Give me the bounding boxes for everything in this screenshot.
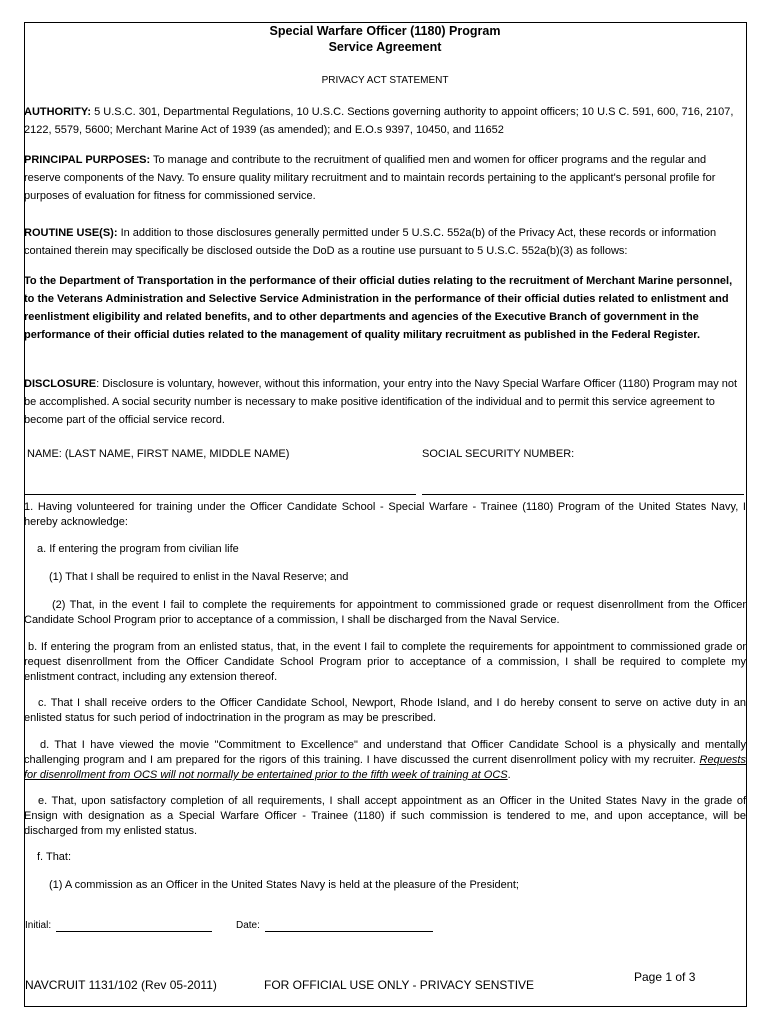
initial-label: Initial: <box>25 920 52 931</box>
date-input-line[interactable] <box>265 931 433 932</box>
form-number: NAVCRUIT 1131/102 (Rev 05-2011) <box>25 978 217 992</box>
page-number: Page 1 of 3 <box>634 970 696 984</box>
authority-label: AUTHORITY: <box>24 106 92 118</box>
disclosure-label: DISCLOSURE <box>24 378 97 390</box>
item-d-emphasis: Requests for disenrollment from OCS will not normally be entertained prior to the fifth week of training at OCS <box>24 754 746 781</box>
item-1-text: 1. Having volunteered for training under the Officer Candidate School - Special Warfare - Trainee (1180) Program of the United States Navy, I hereby acknowledge: <box>24 501 746 528</box>
item-f1-text: (1) A commission as an Officer in the United States Navy is held at the pleasure of the President; <box>49 879 519 891</box>
authority-paragraph <box>24 103 740 139</box>
disclosure-paragraph <box>24 375 740 429</box>
item-a1-text: (1) That I shall be required to enlist in the Naval Reserve; and <box>49 571 349 583</box>
purposes-label: PRINCIPAL PURPOSES: <box>24 154 151 166</box>
date-label: Date: <box>236 920 260 931</box>
authority-text: 5 U.S.C. 301, Departmental Regulations, 10 U.S.C. Sections governing authority to appoint officers; 10 U.S C. 591, 600, 716, 2107, 2122, 5579, 5600; Merchant Marine Act of 1939 (as amended); and E.O.s 9397, 10450, and 11652 <box>24 106 734 136</box>
item-d-paragraph: d. That I have viewed the movie "Commitment to Excellence" and understand that Officer Candidate School is a physically and mentally challenging program and I am prepared for the rigors of this training. I have discussed the current disenrollment policy with my recruiter. Requests for disenrollment from OCS will not normally be entertained prior to the fifth week of training at OCS. <box>24 739 746 781</box>
routine-use-paragraph <box>24 224 740 260</box>
privacy-marking: FOR OFFICIAL USE ONLY - PRIVACY SENSTIVE <box>264 978 535 992</box>
initial-input-line[interactable] <box>56 931 212 932</box>
purposes-text: To manage and contribute to the recruitment of qualified men and women for officer programs and the regular and reserve components of the Navy. To ensure quality military recruitment and to maintain records pertaining to the applicant's personal profile for purposes of evaluation for fitness for commissioned service. <box>24 154 716 202</box>
item-a-text: a. If entering the program from civilian life <box>37 543 239 555</box>
name-input-line[interactable] <box>24 494 416 495</box>
routine-use-text: In addition to those disclosures generally permitted under 5 U.S.C. 552a(b) of the Privacy Act, these records or information contained therein may specifically be disclosed outside the DoD as a routine use pursuant to 5 U.S.C. 552a(b)(3) as follows: <box>24 227 717 257</box>
name-label: NAME: (LAST NAME, FIRST NAME, MIDDLE NAME) <box>27 448 290 460</box>
ssn-input-line[interactable] <box>422 494 744 495</box>
routine-use-label: ROUTINE USE(S): <box>24 227 118 239</box>
item-c-text: c. That I shall receive orders to the Officer Candidate School, Newport, Rhode Island, and I do hereby consent to serve on active duty in an enlisted status for such period of indoctrination in the program as may be prescribed. <box>24 697 746 724</box>
form-subtitle: Service Agreement <box>328 40 442 54</box>
item-e-text: e. That, upon satisfactory completion of all requirements, I shall accept appointment as an Officer in the United States Navy in the grade of Ensign with designation as a Special Warfare Officer - Trainee (1180) if such commission is tendered to me, and upon acceptance, will be discharged from my enlisted status. <box>24 795 746 837</box>
form-title: Special Warfare Officer (1180) Program <box>269 24 501 38</box>
ssn-label: SOCIAL SECURITY NUMBER: <box>422 448 575 460</box>
routine-use-bold-text: To the Department of Transportation in the performance of their official duties relating to the recruitment of Merchant Marine personnel, to the Veterans Administration and Selective Service Administration in the performance of their official duties related to enlistment and reenlistment eligibility and related benefits, and to other departments and agencies of the Executive Branch of government in the performance of their official duties related to the management of quality military recruitment as published in the Federal Register. <box>24 275 733 341</box>
item-d-text: d. That I have viewed the movie "Commitment to Excellence" and understand that Officer Candidate School is a physically and mentally challenging program and I am prepared for the rigors of this training. I have discussed the current disenrollment policy with my recruiter. <box>24 739 746 766</box>
item-f-text: f. That: <box>37 851 72 863</box>
disclosure-text: : Disclosure is voluntary, however, without this information, your entry into the Navy Special Warfare Officer (1180) Program may not be accomplished. A social security number is necessary to make positive identification of the individual and to permit this service agreement to become part of the official service record. <box>24 378 738 426</box>
privacy-heading: PRIVACY ACT STATEMENT <box>321 75 449 86</box>
purposes-paragraph <box>24 151 740 205</box>
item-a2-text: (2) That, in the event I fail to complete the requirements for appointment to commissioned grade or request disenrollment from the Officer Candidate School Program prior to acceptance of a commission, I shall be discharged from the Naval Service. <box>24 599 746 626</box>
item-b-text: b. If entering the program from an enlisted status, that, in the event I fail to complete the requirements for appointment to commissioned grade or request disenrollment from the Officer Candidate School Program prior to acceptance of a commission, I shall be required to complete my enlistment contract, including any extension thereof. <box>24 641 746 683</box>
